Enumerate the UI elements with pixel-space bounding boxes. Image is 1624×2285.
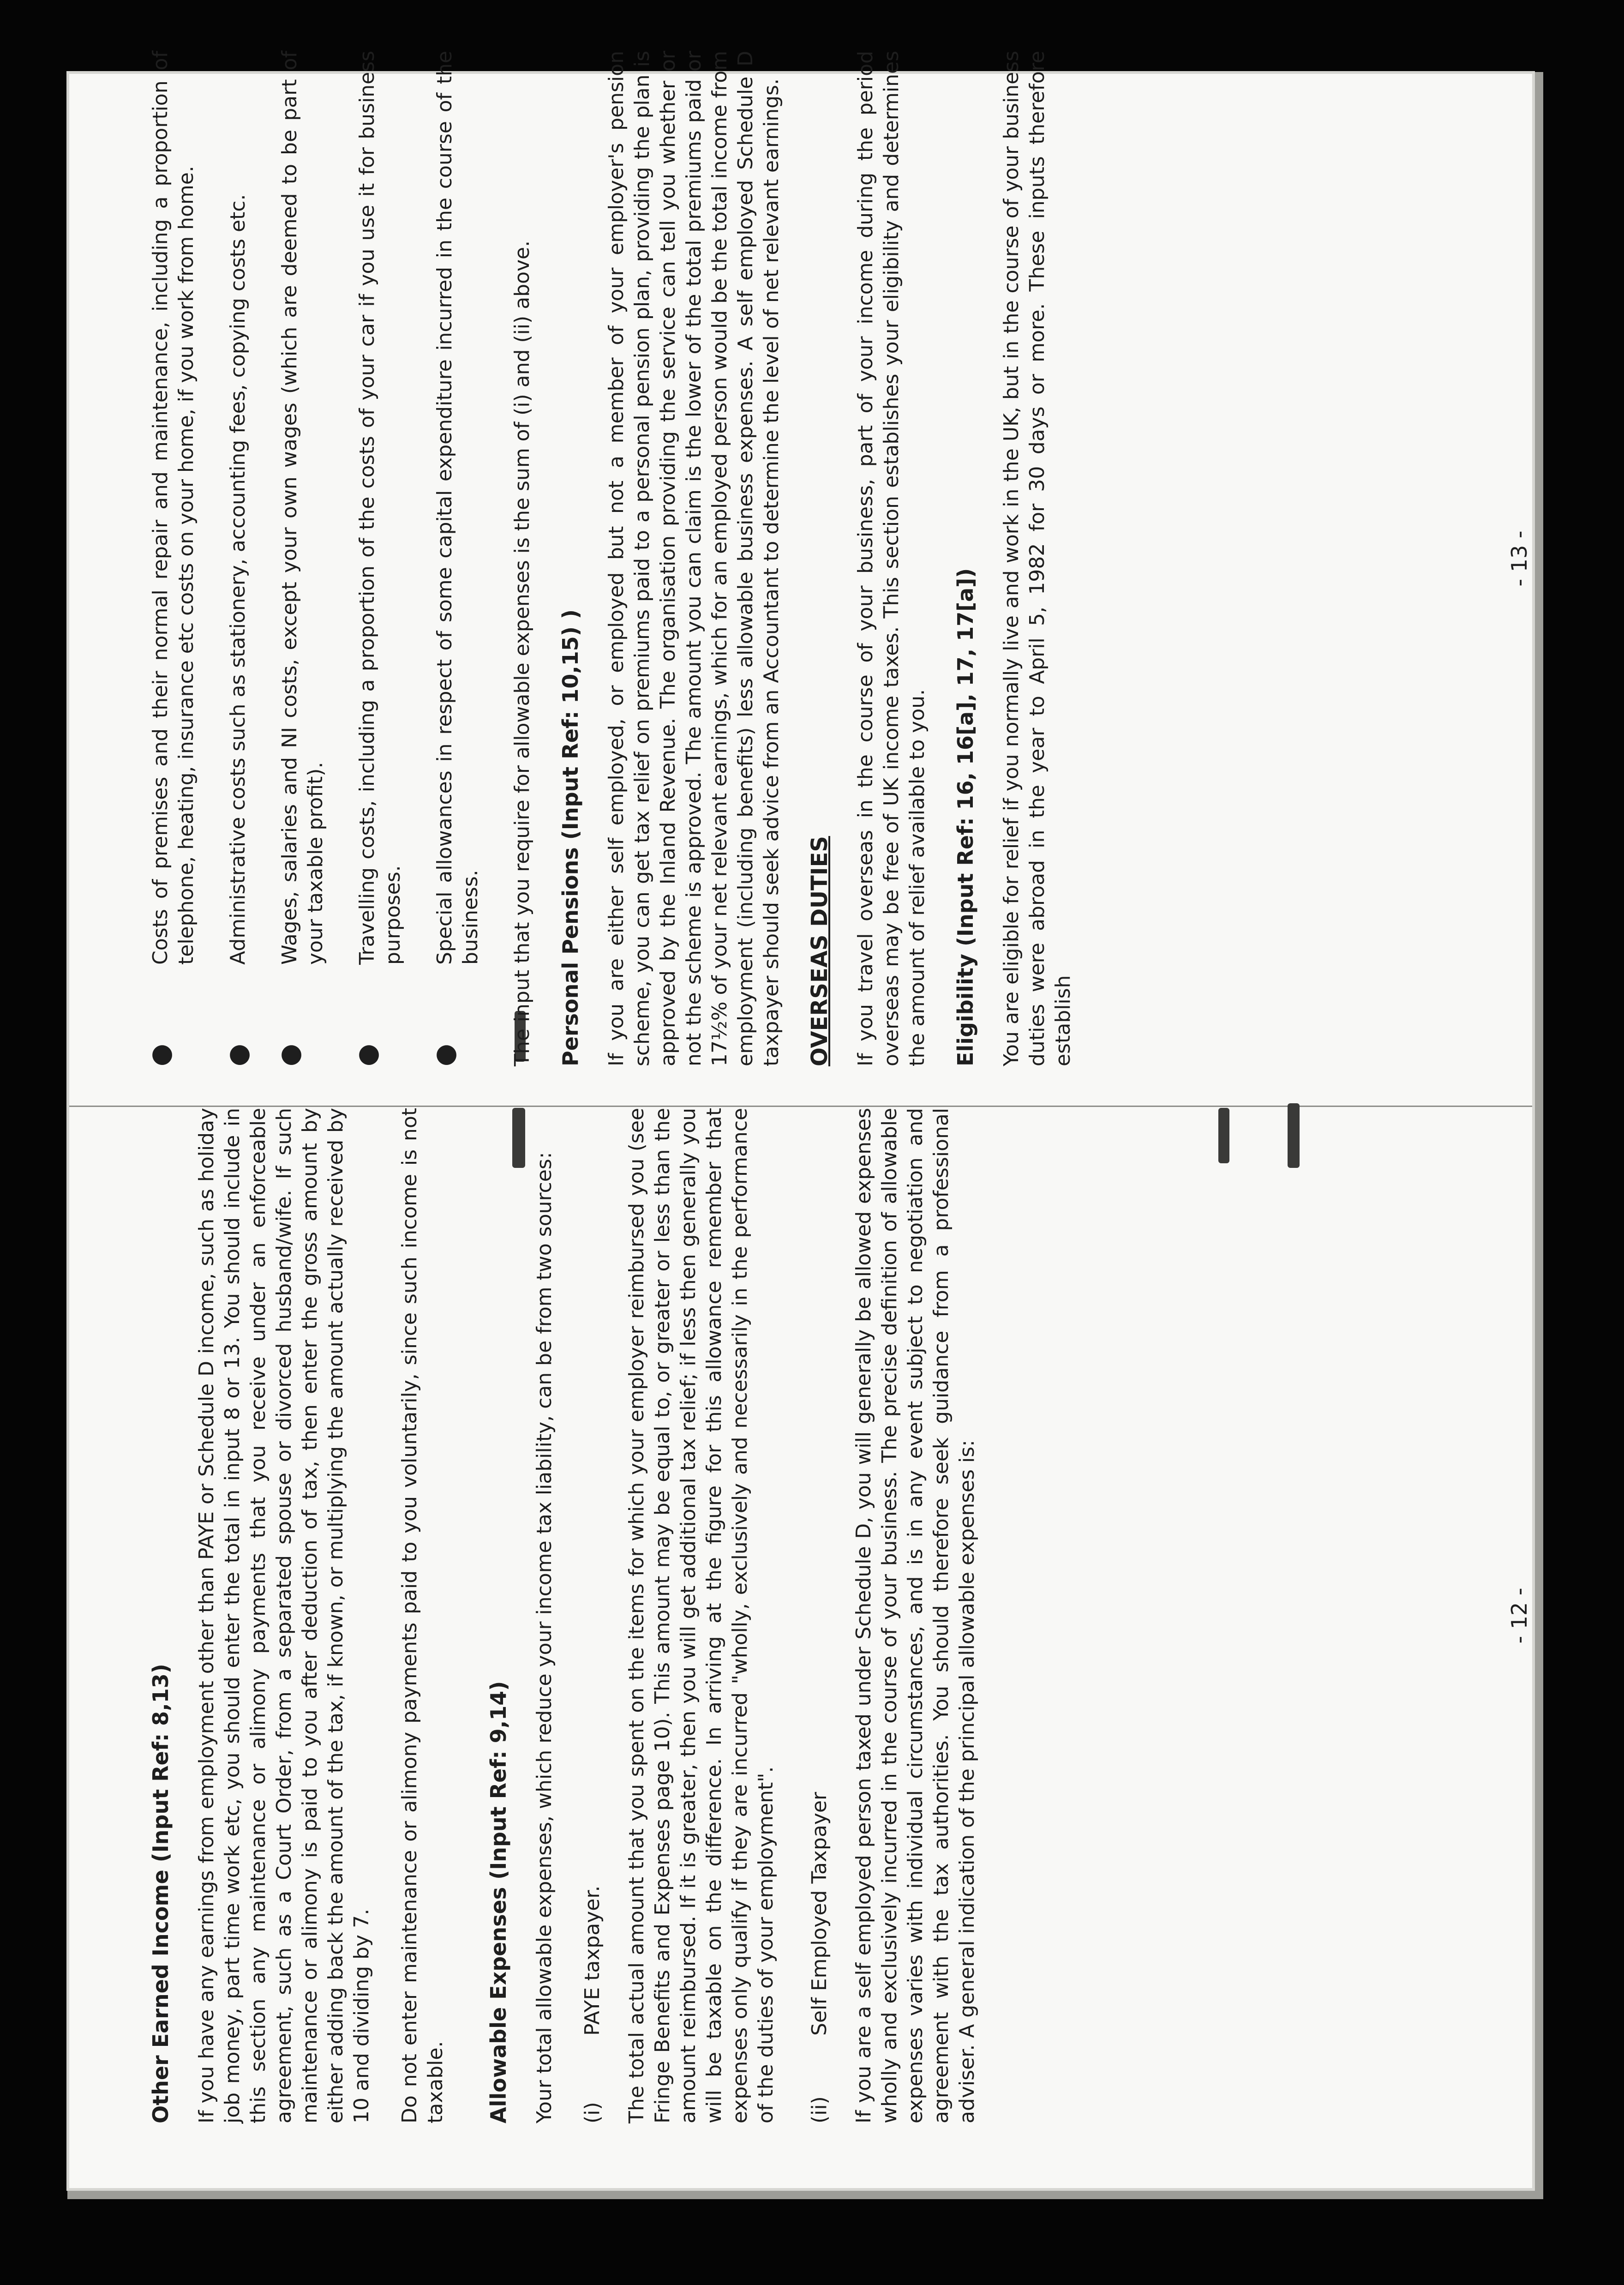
overseas-duties-text: If you travel overseas in the course of your business, part of your income during the period overseas may be free of UK income taxes. This section establishes your eligibility and determines the amount of relief available to you. [854,51,929,1066]
allowable-expenses-summary: The input that you require for allowable expenses is the sum of (i) and (ii) above. [510,240,534,1066]
eligibility-heading: Eligibility (Input Ref: 16, 16[a], 17, 17[a]) [953,568,978,1066]
source-ii-item [807,1108,833,2123]
expense-bullet-text: Special allowances in respect of some capital expenditure incurred in the course of the business. [433,51,482,965]
bullet-icon: ● [275,1044,305,1066]
page-12 [148,1108,1551,2123]
page-number: - 13 - [1507,530,1532,587]
source-ii-text: If you are a self employed person taxed under Schedule D, you will generally be allowed expenses wholly and exclusively incurred in the course of your business. The precise definition of allowable expenses varies with individual circumstances, and is in any event subject to negotiation and agreement with the tax authorities. You should therefore seek guidance from a professional adviser. A general indication of the principal allowable expenses is: [852,1108,979,2123]
expense-bullet [432,51,484,1066]
expense-bullet-text: Travelling costs, including a proportion of the costs of your car if you use it for business purposes. [355,51,405,965]
other-earned-income-heading: Other Earned Income (Input Ref: 8,13) [148,1664,173,2123]
source-i-title: PAYE taxpayer. [581,1885,604,2036]
bullet-icon: ● [430,1044,460,1066]
source-i-item [580,1108,605,2123]
expense-bullet [277,51,329,1066]
source-ii-number: (ii) [808,2096,831,2123]
expense-bullet-text: Administrative costs such as stationery, accounting fees, copying costs etc. [226,194,250,965]
personal-pensions-text: If you are either self employed, or employed but not a member of your employer's pension scheme, you can get tax relief on premiums paid to a personal pension plan, providing the plan is approved by the Inland Revenue. The organisation providing the service can tell you whether or not the scheme is approved. The amount you can claim is the lower of the total premiums paid or 17½% of your net relevant earnings, which for an employed person would be the total income from employment (including benefits) less allowable business expenses. A self employed Schedule D taxpayer should seek advice from an Accountant to determine the level of net relevant earnings. [605,51,783,1066]
bullet-icon: ● [145,1044,175,1066]
allowable-expenses-heading: Allowable Expenses (Input Ref: 9,14) [486,1681,511,2123]
bullet-icon: ● [223,1044,253,1066]
allowable-expenses-intro: Your total allowable expenses, which reduce your income tax liability, can be from two sources: [533,1152,556,2123]
other-earned-income-paragraph: If you have any earnings from employment other than PAYE or Schedule D income, such as holiday job money, part time work etc, you should enter the total in input 8 or 13. You should include in this section any maintenance or alimony payments that you receive under an enforceable agreement, such as a Court Order, from a separated spouse or divorced husband/wife. If such maintenance or alimony is paid to you after deduction of tax, then enter the gross amount by either adding back the amount of the tax, if known, or multiplying the amount actually received by 10 and dividing by 7. [195,1108,373,2123]
page-number: - 12 - [1507,1587,1532,1644]
expense-bullet [225,51,251,1066]
eligibility-text: You are eligible for relief if you normally live and work in the UK, but in the course of your business duties were abroad in the year to April 5, 1982 for 30 days or more. These inputs therefore establish [1000,51,1075,1066]
maintenance-note-paragraph: Do not enter maintenance or alimony payments paid to you voluntarily, since such income is not taxable. [398,1108,447,2123]
expense-bullet [354,51,406,1066]
expense-bullet-text: Costs of premises and their normal repair and maintenance, including a proportion of telephone, heating, insurance etc costs on your home, if you work from home. [149,51,198,965]
overseas-duties-heading: OVERSEAS DUTIES [807,836,833,1066]
bullet-icon: ● [352,1044,382,1066]
source-ii-title: Self Employed Taxpayer [808,1792,831,2036]
page-fold [69,1106,1532,1107]
expense-bullet [145,51,199,1066]
source-i-text: The total actual amount that you spent on the items for which your employer reimbursed you (see Fringe Benefits and Expenses page 10). This amount may be equal to, or greater or less than the amount reimbursed. If it is greater, then you will get additional tax relief; if less then generally you will be taxable on the difference. In arriving at the figure for this allowance remember that expenses only qualify if they are incurred "wholly, exclusively and necessarily in the performance of the duties of your employment". [625,1108,778,2123]
personal-pensions-heading: Personal Pensions (Input Ref: 10,15) ) [558,609,583,1066]
page-13 [145,51,1551,1066]
source-i-number: (i) [581,2102,604,2123]
expense-bullet-text: Wages, salaries and NI costs, except your own wages (which are deemed to be part of your taxable profit). [278,51,327,965]
